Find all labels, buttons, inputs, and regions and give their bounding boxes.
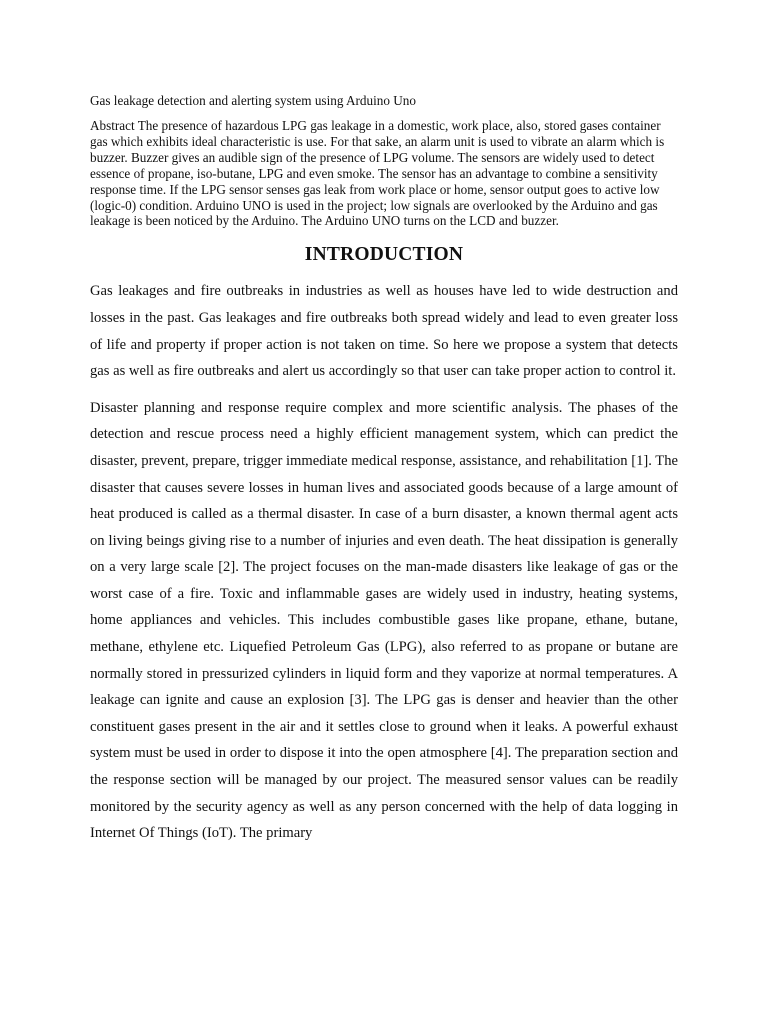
section-heading-introduction: INTRODUCTION <box>304 244 464 266</box>
body-paragraph-1: Gas leakages and fire outbreaks in industries as well as houses have led to wide destruction and losses in the past. Gas leakages and fire outbreaks both spread widely and lead to even greater loss of life and property if proper action is not taken on time. So here we propose a system that detects gas as well as fire outbreaks and alert us accordingly so that user can take proper action to control it. <box>90 283 678 380</box>
abstract-paragraph: Abstract The presence of hazardous LPG gas leakage in a domestic, work place, also, stored gases container gas which exhibits ideal characteristic is use. For that sake, an alarm unit is used to vibrate an alarm which is buzzer. Buzzer gives an audible sign of the presence of LPG volume. The sensors are widely used to detect essence of propane, iso-butane, LPG and even smoke. The sensor has an advantage to combine a sensitivity response time. If the LPG sensor senses gas leak from work place or home, sensor output goes to active low (logic-0) condition. Arduino UNO is used in the project; low signals are overlooked by the Arduino and gas leakage is been noticed by the Arduino. The Arduino UNO turns on the LCD and buzzer. <box>90 118 665 229</box>
body-paragraph-2: Disaster planning and response require complex and more scientific analysis. The phases of the detection and rescue process need a highly efficient management system, which can predict the disaster, prevent, prepare, trigger immediate medical response, assistance, and rehabilitation [1]. The disaster that causes severe losses in human lives and associated goods because of a large amount of heat produced is called as a thermal disaster. In case of a burn disaster, a known thermal agent acts on living beings giving rise to a number of injuries and even death. The heat dissipation is generally on a very large scale [2]. The project focuses on the man-made disasters like leakage of gas or the worst case of a fire. Toxic and inflammable gases are widely used in industry, heating systems, home appliances and vehicles. This includes combustible gases like propane, ethane, butane, methane, ethylene etc. Liquefied Petroleum Gas (LPG), also referred to as propane or butane are normally stored in pressurized cylinders in liquid form and they vaporize at normal temperatures. A leakage can ignite and cause an explosion [3]. The LPG gas is denser and heavier than the other constituent gases present in the air and it settles close to ground when it leaks. A powerful exhaust system must be used in order to dispose it into the open atmosphere [4]. The preparation section and the response section will be managed by our project. The measured sensor values can be readily monitored by the security agency as well as any person concerned with the help of data logging in Internet Of Things (IoT). The primary <box>90 399 678 842</box>
document-page <box>90 93 678 847</box>
document-title: Gas leakage detection and alerting system using Arduino Uno <box>90 93 416 108</box>
